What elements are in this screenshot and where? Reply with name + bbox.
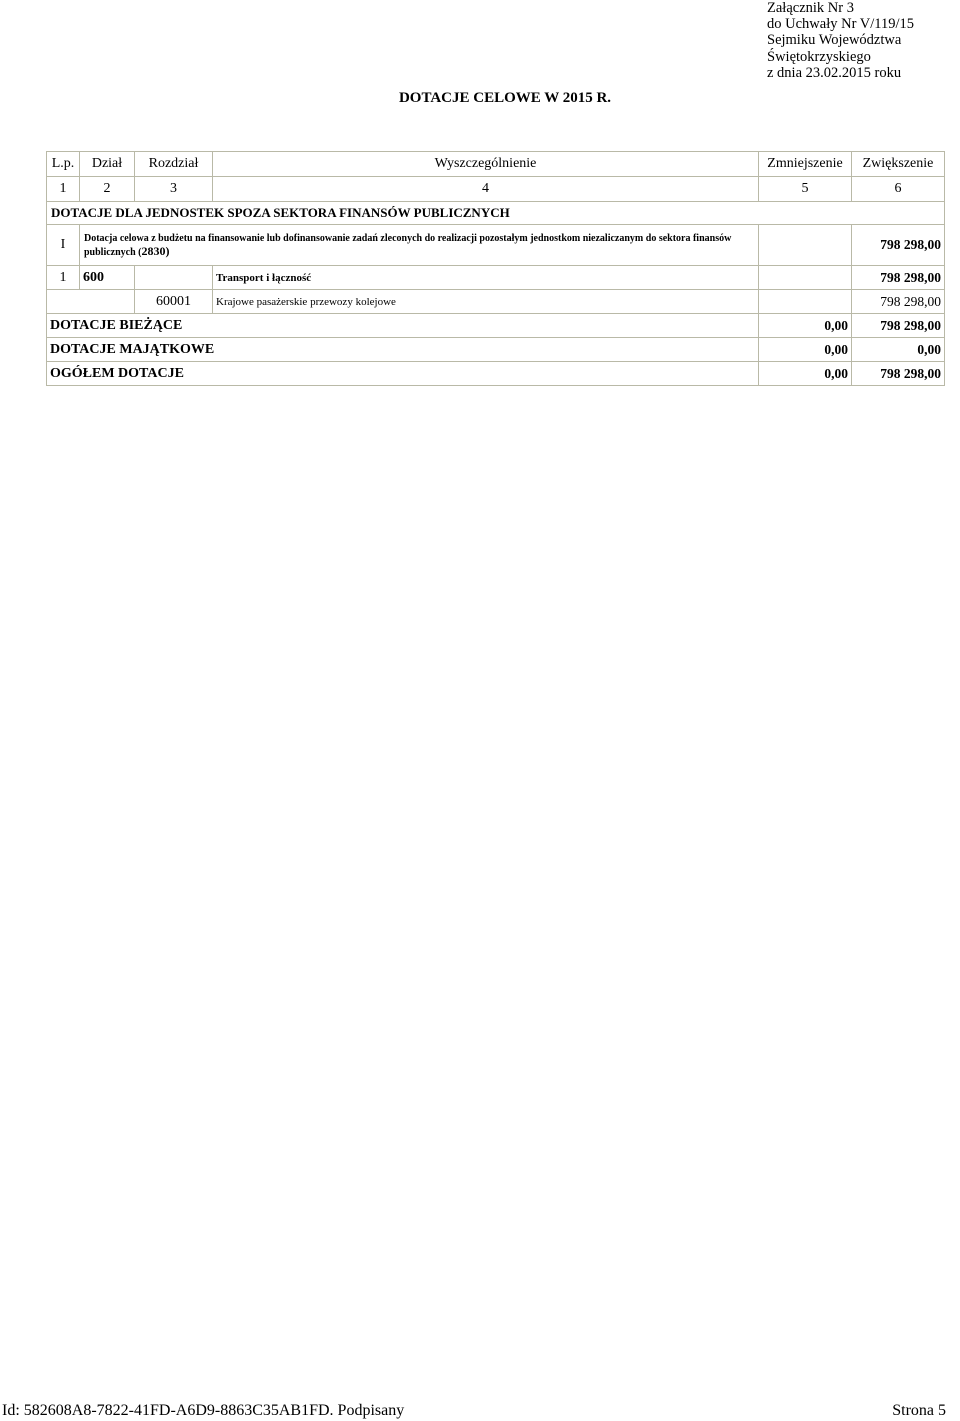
header-lp: L.p. xyxy=(47,152,80,177)
summary-decrease: 0,00 xyxy=(759,338,852,362)
dzial-decrease xyxy=(759,266,852,290)
header-row xyxy=(47,152,945,177)
header-dzial: Dział xyxy=(80,152,135,177)
summary-label: DOTACJE BIEŻĄCE xyxy=(47,314,759,338)
column-number-1: 1 xyxy=(47,177,80,202)
section-row xyxy=(47,202,945,225)
dzial-lp: 1 xyxy=(47,266,80,290)
dzial-rozdzial-empty xyxy=(135,266,213,290)
summary-row-total xyxy=(47,362,945,386)
annex-line-4: Świętokrzyskiego xyxy=(767,48,871,65)
summary-increase: 798 298,00 xyxy=(852,314,945,338)
document-title: DOTACJE CELOWE W 2015 R. xyxy=(398,90,612,106)
rozdzial-code: 60001 xyxy=(135,290,213,314)
summary-decrease: 0,00 xyxy=(759,362,852,386)
category-row xyxy=(47,225,945,266)
annex-line-1: Załącznik Nr 3 xyxy=(767,0,854,16)
header-decrease: Zmniejszenie xyxy=(759,152,852,177)
summary-label: OGÓŁEM DOTACJE xyxy=(47,362,759,386)
annex-line-2: do Uchwały Nr V/119/15 xyxy=(767,16,914,33)
summary-row-current xyxy=(47,314,945,338)
category-increase: 798 298,00 xyxy=(852,225,945,266)
dzial-increase: 798 298,00 xyxy=(852,266,945,290)
rozdzial-increase: 798 298,00 xyxy=(852,290,945,314)
rozdzial-row xyxy=(47,290,945,314)
summary-label: DOTACJE MAJĄTKOWE xyxy=(47,338,759,362)
page-number: Strona 5 xyxy=(892,1402,946,1419)
category-lp: I xyxy=(47,225,80,266)
annex-reference xyxy=(767,0,914,81)
annex-line-5: z dnia 23.02.2015 roku xyxy=(767,64,902,81)
category-code: 2830) xyxy=(141,243,170,258)
rozdzial-decrease xyxy=(759,290,852,314)
dzial-code: 600 xyxy=(80,266,135,290)
dzial-name: Transport i łączność xyxy=(213,266,759,290)
rozdzial-name: Krajowe pasażerskie przewozy kolejowe xyxy=(213,290,759,314)
category-description-text: Dotacja celowa z budżetu na finansowanie lub dofinansowanie zadań zleconych do realizacji pozostałym jednostkom niezaliczanym do sektora finansów publicznych ( xyxy=(84,232,732,258)
summary-decrease: 0,00 xyxy=(759,314,852,338)
category-decrease xyxy=(759,225,852,266)
column-number-row xyxy=(47,177,945,202)
page-footer xyxy=(0,1402,960,1421)
column-number-5: 5 xyxy=(759,177,852,202)
header-increase: Zwiększenie xyxy=(852,152,945,177)
header-rozdzial: Rozdział xyxy=(135,152,213,177)
column-number-4: 4 xyxy=(213,177,759,202)
dzial-row xyxy=(47,266,945,290)
column-number-3: 3 xyxy=(135,177,213,202)
column-number-2: 2 xyxy=(80,177,135,202)
document-id: Id: 582608A8-7822-41FD-A6D9-8863C35AB1FD. Podpisany xyxy=(2,1402,405,1419)
summary-row-capital xyxy=(47,338,945,362)
header-description: Wyszczególnienie xyxy=(213,152,759,177)
summary-increase: 798 298,00 xyxy=(852,362,945,386)
annex-line-3: Sejmiku Województwa xyxy=(767,32,902,49)
category-description xyxy=(80,225,759,266)
summary-increase: 0,00 xyxy=(852,338,945,362)
rozdzial-empty xyxy=(47,290,135,314)
column-number-6: 6 xyxy=(852,177,945,202)
subsidies-table xyxy=(46,151,945,386)
section-title: DOTACJE DLA JEDNOSTEK SPOZA SEKTORA FINANSÓW PUBLICZNYCH xyxy=(47,202,945,225)
